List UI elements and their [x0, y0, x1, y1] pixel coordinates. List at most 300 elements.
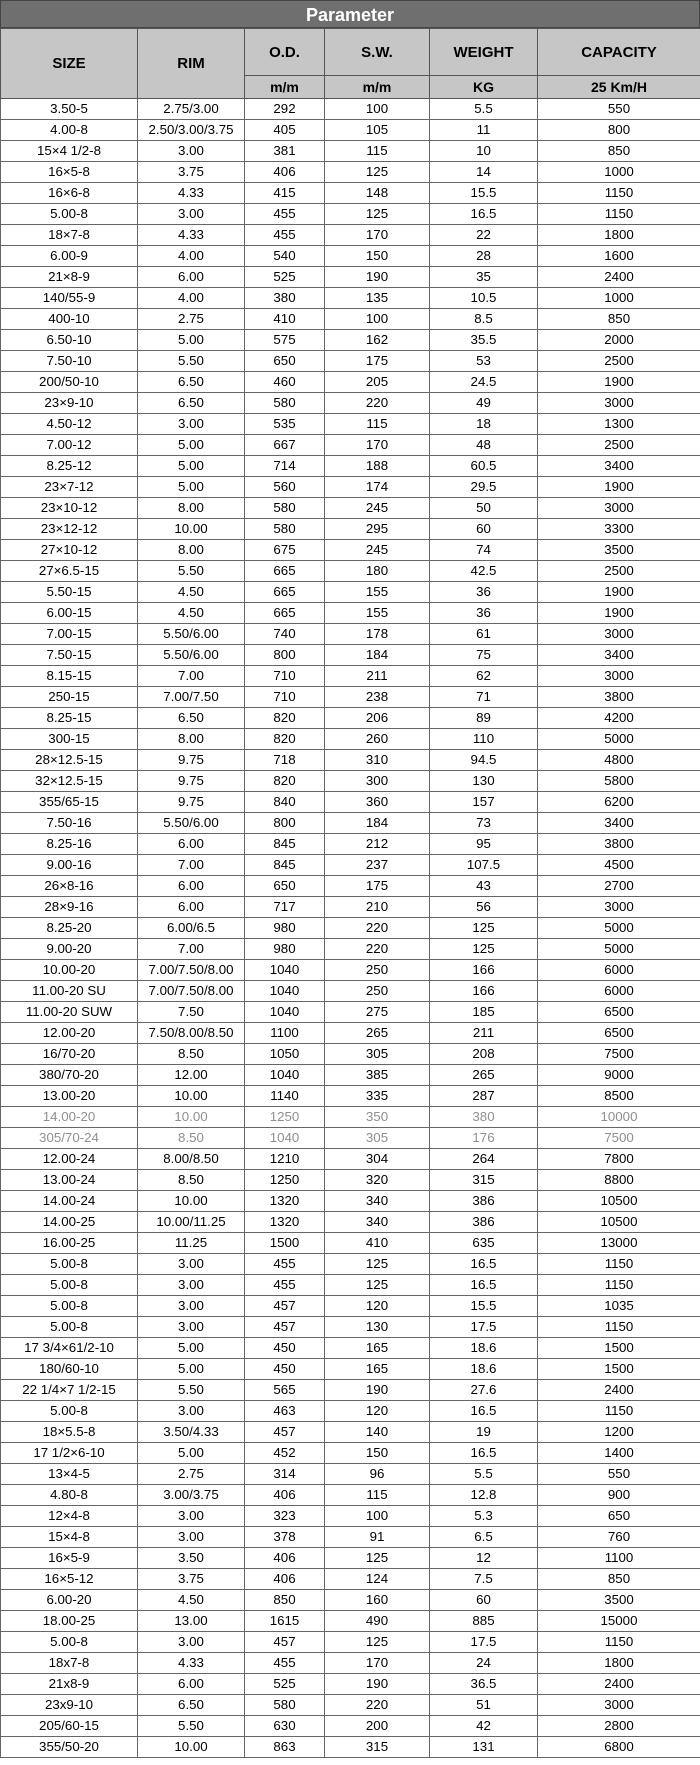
od-cell: 850 [245, 1590, 325, 1611]
weight-cell: 166 [430, 981, 538, 1002]
weight-cell: 16.5 [430, 204, 538, 225]
od-cell: 1050 [245, 1044, 325, 1065]
capacity-cell: 1150 [538, 1275, 700, 1296]
od-cell: 630 [245, 1716, 325, 1737]
weight-cell: 386 [430, 1191, 538, 1212]
weight-cell: 74 [430, 540, 538, 561]
sw-cell: 178 [325, 624, 430, 645]
rim-cell: 6.00 [138, 834, 245, 855]
rim-cell: 4.50 [138, 1590, 245, 1611]
weight-cell: 264 [430, 1149, 538, 1170]
table-row [1, 1695, 700, 1716]
sw-cell: 490 [325, 1611, 430, 1632]
size-cell: 8.25-12 [1, 456, 138, 477]
rim-cell: 5.00 [138, 330, 245, 351]
rim-cell: 5.50/6.00 [138, 813, 245, 834]
rim-cell: 3.75 [138, 162, 245, 183]
size-cell: 5.00-8 [1, 1275, 138, 1296]
rim-cell: 7.00/7.50/8.00 [138, 981, 245, 1002]
sw-cell: 340 [325, 1191, 430, 1212]
size-cell: 23×12-12 [1, 519, 138, 540]
sw-cell: 135 [325, 288, 430, 309]
od-cell: 665 [245, 582, 325, 603]
sw-cell: 170 [325, 1653, 430, 1674]
table-row [1, 1737, 700, 1758]
weight-cell: 36 [430, 582, 538, 603]
rim-cell: 3.00 [138, 1401, 245, 1422]
weight-cell: 60.5 [430, 456, 538, 477]
sw-cell: 105 [325, 120, 430, 141]
rim-cell: 8.50 [138, 1170, 245, 1191]
table-row [1, 1464, 700, 1485]
weight-cell: 18 [430, 414, 538, 435]
table-row [1, 351, 700, 372]
rim-cell: 3.00 [138, 1254, 245, 1275]
weight-cell: 28 [430, 246, 538, 267]
table-row [1, 1317, 700, 1338]
od-cell: 714 [245, 456, 325, 477]
size-cell: 300-15 [1, 729, 138, 750]
capacity-cell: 6800 [538, 1737, 700, 1758]
od-cell: 717 [245, 897, 325, 918]
rim-cell: 5.50/6.00 [138, 624, 245, 645]
rim-cell: 3.50 [138, 1548, 245, 1569]
table-row [1, 225, 700, 246]
table-row [1, 1065, 700, 1086]
rim-cell: 6.00 [138, 876, 245, 897]
weight-cell: 10 [430, 141, 538, 162]
table-row [1, 141, 700, 162]
table-row [1, 939, 700, 960]
rim-cell: 4.50 [138, 582, 245, 603]
weight-cell: 157 [430, 792, 538, 813]
weight-cell: 130 [430, 771, 538, 792]
rim-cell: 7.00 [138, 939, 245, 960]
size-cell: 250-15 [1, 687, 138, 708]
size-cell: 6.00-20 [1, 1590, 138, 1611]
capacity-cell: 7500 [538, 1044, 700, 1065]
table-header [1, 29, 700, 99]
sw-cell: 100 [325, 1506, 430, 1527]
capacity-cell: 2500 [538, 351, 700, 372]
table-row [1, 771, 700, 792]
size-cell: 17 1/2×6-10 [1, 1443, 138, 1464]
capacity-cell: 3000 [538, 666, 700, 687]
od-cell: 675 [245, 540, 325, 561]
size-cell: 6.50-10 [1, 330, 138, 351]
size-cell: 26×8-16 [1, 876, 138, 897]
size-cell: 9.00-16 [1, 855, 138, 876]
weight-cell: 10.5 [430, 288, 538, 309]
size-cell: 6.00-15 [1, 603, 138, 624]
size-cell: 28×9-16 [1, 897, 138, 918]
weight-cell: 29.5 [430, 477, 538, 498]
table-row [1, 540, 700, 561]
rim-cell: 10.00 [138, 1737, 245, 1758]
sw-cell: 115 [325, 414, 430, 435]
rim-cell: 6.00 [138, 267, 245, 288]
size-cell: 23×9-10 [1, 393, 138, 414]
rim-cell: 7.00 [138, 666, 245, 687]
sw-cell: 188 [325, 456, 430, 477]
weight-cell: 95 [430, 834, 538, 855]
size-cell: 14.00-24 [1, 1191, 138, 1212]
sw-cell: 130 [325, 1317, 430, 1338]
od-cell: 463 [245, 1401, 325, 1422]
sw-cell: 160 [325, 1590, 430, 1611]
weight-cell: 62 [430, 666, 538, 687]
od-cell: 710 [245, 666, 325, 687]
od-cell: 665 [245, 561, 325, 582]
table-body [1, 99, 700, 1758]
size-cell: 18.00-25 [1, 1611, 138, 1632]
capacity-cell: 1400 [538, 1443, 700, 1464]
sw-cell: 100 [325, 309, 430, 330]
table-row [1, 309, 700, 330]
capacity-cell: 1100 [538, 1548, 700, 1569]
table-row [1, 1590, 700, 1611]
rim-cell: 3.00 [138, 1527, 245, 1548]
capacity-cell: 6500 [538, 1023, 700, 1044]
size-cell: 12.00-20 [1, 1023, 138, 1044]
od-cell: 455 [245, 225, 325, 246]
od-cell: 580 [245, 393, 325, 414]
rim-cell: 12.00 [138, 1065, 245, 1086]
table-row [1, 414, 700, 435]
od-cell: 381 [245, 141, 325, 162]
sw-cell: 184 [325, 645, 430, 666]
table-row [1, 1107, 700, 1128]
weight-cell: 16.5 [430, 1254, 538, 1275]
od-cell: 800 [245, 645, 325, 666]
sw-cell: 212 [325, 834, 430, 855]
table-row [1, 330, 700, 351]
size-cell: 27×10-12 [1, 540, 138, 561]
capacity-cell: 550 [538, 1464, 700, 1485]
rim-cell: 3.00 [138, 1632, 245, 1653]
table-row [1, 1506, 700, 1527]
weight-cell: 17.5 [430, 1632, 538, 1653]
rim-cell: 11.25 [138, 1233, 245, 1254]
rim-cell: 3.00 [138, 204, 245, 225]
rim-cell: 7.00/7.50/8.00 [138, 960, 245, 981]
od-cell: 710 [245, 687, 325, 708]
table-row [1, 729, 700, 750]
table-row [1, 246, 700, 267]
size-cell: 22 1/4×7 1/2-15 [1, 1380, 138, 1401]
capacity-cell: 3400 [538, 645, 700, 666]
table-row [1, 603, 700, 624]
od-cell: 740 [245, 624, 325, 645]
capacity-cell: 650 [538, 1506, 700, 1527]
table-row [1, 876, 700, 897]
table-row [1, 1191, 700, 1212]
od-cell: 575 [245, 330, 325, 351]
size-cell: 205/60-15 [1, 1716, 138, 1737]
rim-cell: 3.00 [138, 141, 245, 162]
table-row [1, 1632, 700, 1653]
weight-cell: 43 [430, 876, 538, 897]
rim-cell: 3.50/4.33 [138, 1422, 245, 1443]
size-cell: 13.00-24 [1, 1170, 138, 1191]
sw-cell: 150 [325, 246, 430, 267]
od-cell: 1040 [245, 981, 325, 1002]
sw-cell: 190 [325, 1380, 430, 1401]
od-cell: 410 [245, 309, 325, 330]
size-cell: 7.00-15 [1, 624, 138, 645]
capacity-cell: 13000 [538, 1233, 700, 1254]
sw-cell: 206 [325, 708, 430, 729]
od-cell: 580 [245, 498, 325, 519]
od-cell: 1320 [245, 1191, 325, 1212]
table-row [1, 498, 700, 519]
rim-cell: 2.75 [138, 309, 245, 330]
od-cell: 455 [245, 1275, 325, 1296]
table-row [1, 918, 700, 939]
sw-cell: 245 [325, 540, 430, 561]
table-row [1, 1086, 700, 1107]
weight-cell: 176 [430, 1128, 538, 1149]
sw-cell: 165 [325, 1359, 430, 1380]
weight-cell: 61 [430, 624, 538, 645]
capacity-cell: 6000 [538, 960, 700, 981]
capacity-cell: 900 [538, 1485, 700, 1506]
table-row [1, 750, 700, 771]
sw-cell: 150 [325, 1443, 430, 1464]
sw-cell: 91 [325, 1527, 430, 1548]
sw-cell: 385 [325, 1065, 430, 1086]
weight-cell: 75 [430, 645, 538, 666]
capacity-cell: 8800 [538, 1170, 700, 1191]
header-size: SIZE [1, 29, 138, 99]
weight-cell: 35.5 [430, 330, 538, 351]
size-cell: 11.00-20 SU [1, 981, 138, 1002]
size-cell: 8.15-15 [1, 666, 138, 687]
sw-cell: 310 [325, 750, 430, 771]
od-cell: 980 [245, 918, 325, 939]
od-cell: 1250 [245, 1170, 325, 1191]
table-row [1, 519, 700, 540]
rim-cell: 3.00 [138, 414, 245, 435]
sw-cell: 148 [325, 183, 430, 204]
size-cell: 5.00-8 [1, 1632, 138, 1653]
capacity-cell: 850 [538, 141, 700, 162]
sw-cell: 125 [325, 1632, 430, 1653]
rim-cell: 6.00/6.5 [138, 918, 245, 939]
rim-cell: 3.00 [138, 1506, 245, 1527]
size-cell: 16.00-25 [1, 1233, 138, 1254]
rim-cell: 10.00 [138, 1191, 245, 1212]
od-cell: 455 [245, 1653, 325, 1674]
rim-cell: 8.00 [138, 498, 245, 519]
capacity-cell: 3400 [538, 456, 700, 477]
rim-cell: 9.75 [138, 750, 245, 771]
sw-cell: 175 [325, 876, 430, 897]
od-cell: 1100 [245, 1023, 325, 1044]
weight-cell: 50 [430, 498, 538, 519]
od-cell: 452 [245, 1443, 325, 1464]
table-row [1, 1527, 700, 1548]
weight-cell: 42.5 [430, 561, 538, 582]
capacity-cell: 1035 [538, 1296, 700, 1317]
sw-cell: 410 [325, 1233, 430, 1254]
weight-cell: 15.5 [430, 1296, 538, 1317]
unit-capacity: 25 Km/H [538, 76, 700, 99]
weight-cell: 36.5 [430, 1674, 538, 1695]
rim-cell: 3.00 [138, 1296, 245, 1317]
capacity-cell: 1900 [538, 603, 700, 624]
od-cell: 667 [245, 435, 325, 456]
sw-cell: 125 [325, 1254, 430, 1275]
od-cell: 1040 [245, 1128, 325, 1149]
sw-cell: 125 [325, 1548, 430, 1569]
size-cell: 32×12.5-15 [1, 771, 138, 792]
capacity-cell: 850 [538, 1569, 700, 1590]
capacity-cell: 10000 [538, 1107, 700, 1128]
size-cell: 8.25-16 [1, 834, 138, 855]
rim-cell: 5.50 [138, 1716, 245, 1737]
capacity-cell: 3000 [538, 624, 700, 645]
capacity-cell: 8500 [538, 1086, 700, 1107]
weight-cell: 17.5 [430, 1317, 538, 1338]
od-cell: 405 [245, 120, 325, 141]
weight-cell: 8.5 [430, 309, 538, 330]
size-cell: 18×7-8 [1, 225, 138, 246]
size-cell: 17 3/4×61/2-10 [1, 1338, 138, 1359]
weight-cell: 18.6 [430, 1338, 538, 1359]
header-weight: WEIGHT [430, 29, 538, 76]
weight-cell: 18.6 [430, 1359, 538, 1380]
rim-cell: 6.00 [138, 1674, 245, 1695]
sw-cell: 220 [325, 393, 430, 414]
sw-cell: 250 [325, 981, 430, 1002]
od-cell: 718 [245, 750, 325, 771]
capacity-cell: 3400 [538, 813, 700, 834]
weight-cell: 380 [430, 1107, 538, 1128]
weight-cell: 125 [430, 939, 538, 960]
rim-cell: 6.00 [138, 897, 245, 918]
sw-cell: 210 [325, 897, 430, 918]
weight-cell: 265 [430, 1065, 538, 1086]
table-row [1, 183, 700, 204]
weight-cell: 51 [430, 1695, 538, 1716]
sw-cell: 120 [325, 1296, 430, 1317]
capacity-cell: 6200 [538, 792, 700, 813]
rim-cell: 9.75 [138, 771, 245, 792]
table-row [1, 1485, 700, 1506]
od-cell: 560 [245, 477, 325, 498]
size-cell: 5.00-8 [1, 204, 138, 225]
table-row [1, 1569, 700, 1590]
table-row [1, 162, 700, 183]
rim-cell: 5.00 [138, 1443, 245, 1464]
weight-cell: 60 [430, 519, 538, 540]
size-cell: 4.80-8 [1, 1485, 138, 1506]
od-cell: 580 [245, 1695, 325, 1716]
capacity-cell: 4800 [538, 750, 700, 771]
weight-cell: 48 [430, 435, 538, 456]
size-cell: 305/70-24 [1, 1128, 138, 1149]
weight-cell: 89 [430, 708, 538, 729]
size-cell: 23×7-12 [1, 477, 138, 498]
size-cell: 5.00-8 [1, 1317, 138, 1338]
size-cell: 16/70-20 [1, 1044, 138, 1065]
rim-cell: 2.75 [138, 1464, 245, 1485]
od-cell: 820 [245, 729, 325, 750]
table-row [1, 1338, 700, 1359]
sw-cell: 265 [325, 1023, 430, 1044]
size-cell: 12×4-8 [1, 1506, 138, 1527]
capacity-cell: 15000 [538, 1611, 700, 1632]
od-cell: 1320 [245, 1212, 325, 1233]
weight-cell: 5.5 [430, 99, 538, 120]
rim-cell: 7.50/8.00/8.50 [138, 1023, 245, 1044]
table-row [1, 1212, 700, 1233]
sw-cell: 315 [325, 1737, 430, 1758]
od-cell: 450 [245, 1338, 325, 1359]
size-cell: 8.25-15 [1, 708, 138, 729]
weight-cell: 12.8 [430, 1485, 538, 1506]
capacity-cell: 1000 [538, 162, 700, 183]
weight-cell: 15.5 [430, 183, 538, 204]
sw-cell: 200 [325, 1716, 430, 1737]
weight-cell: 6.5 [430, 1527, 538, 1548]
rim-cell: 13.00 [138, 1611, 245, 1632]
weight-cell: 885 [430, 1611, 538, 1632]
size-cell: 15×4-8 [1, 1527, 138, 1548]
od-cell: 580 [245, 519, 325, 540]
size-cell: 9.00-20 [1, 939, 138, 960]
weight-cell: 211 [430, 1023, 538, 1044]
weight-cell: 73 [430, 813, 538, 834]
capacity-cell: 5000 [538, 939, 700, 960]
table-row [1, 1611, 700, 1632]
capacity-cell: 3800 [538, 687, 700, 708]
size-cell: 4.50-12 [1, 414, 138, 435]
unit-od: m/m [245, 76, 325, 99]
table-row [1, 645, 700, 666]
capacity-cell: 3800 [538, 834, 700, 855]
sw-cell: 124 [325, 1569, 430, 1590]
size-cell: 28×12.5-15 [1, 750, 138, 771]
size-cell: 3.50-5 [1, 99, 138, 120]
weight-cell: 315 [430, 1170, 538, 1191]
weight-cell: 53 [430, 351, 538, 372]
capacity-cell: 2500 [538, 561, 700, 582]
capacity-cell: 3500 [538, 540, 700, 561]
weight-cell: 35 [430, 267, 538, 288]
rim-cell: 10.00/11.25 [138, 1212, 245, 1233]
capacity-cell: 7800 [538, 1149, 700, 1170]
table-row [1, 477, 700, 498]
od-cell: 1040 [245, 960, 325, 981]
weight-cell: 16.5 [430, 1443, 538, 1464]
rim-cell: 10.00 [138, 519, 245, 540]
table-row [1, 687, 700, 708]
table-row [1, 1380, 700, 1401]
capacity-cell: 2500 [538, 435, 700, 456]
capacity-cell: 1150 [538, 204, 700, 225]
od-cell: 1140 [245, 1086, 325, 1107]
od-cell: 450 [245, 1359, 325, 1380]
rim-cell: 3.75 [138, 1569, 245, 1590]
sw-cell: 96 [325, 1464, 430, 1485]
sw-cell: 295 [325, 519, 430, 540]
sw-cell: 140 [325, 1422, 430, 1443]
table-row [1, 708, 700, 729]
table-row [1, 456, 700, 477]
weight-cell: 24 [430, 1653, 538, 1674]
